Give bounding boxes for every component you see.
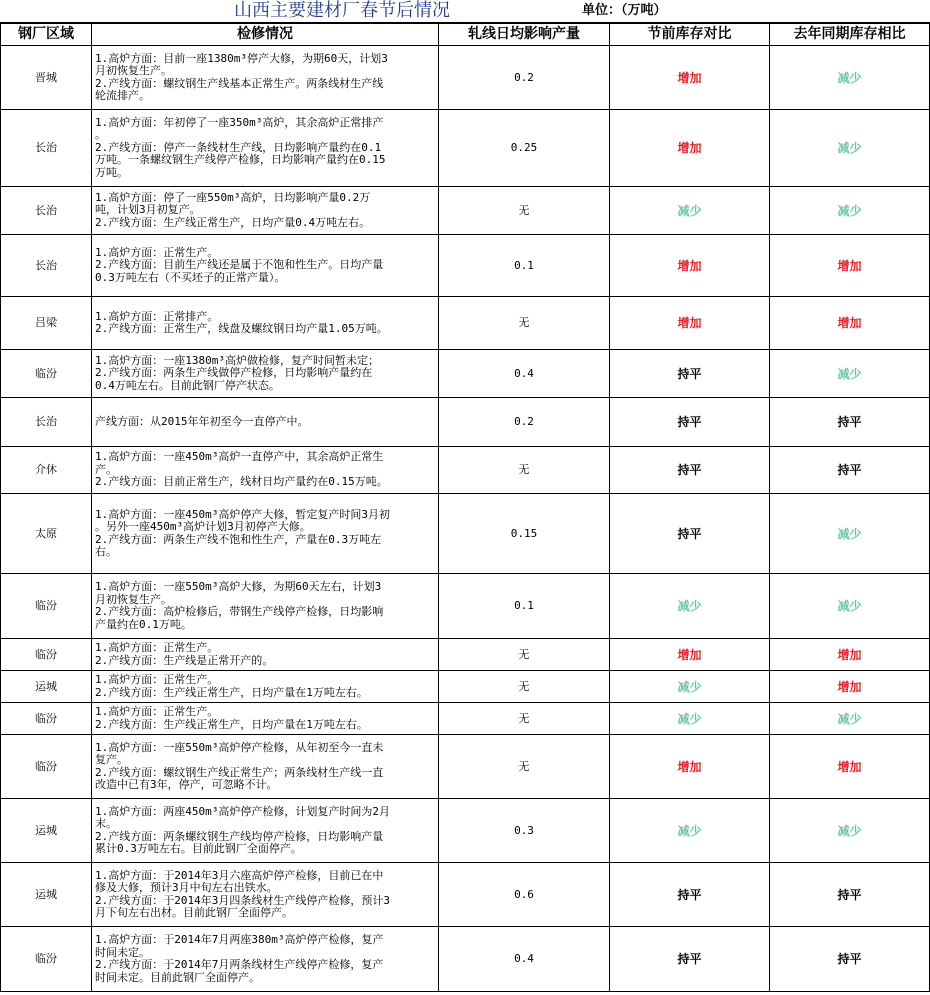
cell-impact[interactable]: 无 <box>439 447 610 494</box>
cell-impact[interactable]: 0.3 <box>439 799 610 863</box>
cell-region[interactable]: 运城 <box>1 799 92 863</box>
table-row <box>1 574 930 639</box>
maintenance-line: 右。 <box>95 545 117 558</box>
cell-yoy[interactable]: 减少 <box>770 46 930 110</box>
maintenance-line: 月下旬左右出材。目前此钢厂全面停产。 <box>95 906 293 919</box>
header-region[interactable]: 钢厂区域 <box>1 24 92 46</box>
cell-yoy[interactable]: 持平 <box>770 447 930 494</box>
cell-pre-holiday[interactable]: 增加 <box>610 235 770 297</box>
cell-maintenance[interactable] <box>92 863 439 927</box>
maintenance-line: 1.高炉方面：正常生产。 <box>95 673 219 686</box>
cell-yoy[interactable]: 增加 <box>770 235 930 297</box>
cell-pre-holiday[interactable]: 持平 <box>610 863 770 927</box>
cell-region[interactable]: 临汾 <box>1 735 92 799</box>
unit-label: 单位：（万吨） <box>582 3 667 18</box>
cell-maintenance[interactable] <box>92 398 439 447</box>
table-row <box>1 297 930 350</box>
table-row <box>1 671 930 703</box>
maintenance-line: 1.高炉方面：停了一座550m³高炉，日均影响产量0.2万 <box>95 190 371 204</box>
cell-yoy[interactable]: 增加 <box>770 671 930 703</box>
maintenance-line: 1.高炉方面：年初停了一座350m³高炉，其余高炉正常排产 <box>95 115 384 129</box>
maintenance-line: 2.产线方面：目前正常生产，线材日均产量约在0.15万吨。 <box>95 475 388 489</box>
maintenance-line: 累计0.3万吨左右。目前此钢厂全面停产。 <box>95 842 302 855</box>
cell-region[interactable]: 临汾 <box>1 350 92 398</box>
maintenance-line: 产量约在0.1万吨。 <box>95 617 192 631</box>
cell-region[interactable]: 临汾 <box>1 639 92 671</box>
maintenance-line: 月初恢复生产。 <box>95 592 172 606</box>
table-row <box>1 703 930 735</box>
cell-impact[interactable]: 0.6 <box>439 863 610 927</box>
cell-impact[interactable]: 无 <box>439 671 610 703</box>
maintenance-line: 1.高炉方面：目前一座1380m³停产大修，为期60天，计划3 <box>95 51 388 65</box>
cell-yoy[interactable]: 减少 <box>770 703 930 735</box>
maintenance-line: 2.产线方面：生产线正常生产，日均产量在1万吨左右。 <box>95 685 368 699</box>
maintenance-line: 2.产线方面：生产线正常生产，日均产量在1万吨左右。 <box>95 717 368 731</box>
maintenance-line: 1.高炉方面：一座450m³高炉停产大修，暂定复产时间3月初 <box>95 507 390 521</box>
cell-maintenance[interactable] <box>92 703 439 735</box>
cell-yoy[interactable]: 持平 <box>770 863 930 927</box>
cell-yoy[interactable]: 减少 <box>770 187 930 235</box>
cell-impact[interactable]: 无 <box>439 297 610 350</box>
cell-yoy[interactable]: 增加 <box>770 297 930 350</box>
maintenance-line: 2.产线方面：停产一条线材生产线，日均影响产量约在0.1 <box>95 140 382 154</box>
cell-pre-holiday[interactable]: 减少 <box>610 187 770 235</box>
cell-maintenance[interactable] <box>92 350 439 398</box>
cell-impact[interactable]: 无 <box>439 639 610 671</box>
maintenance-line: 时间未定。目前此钢厂全面停产。 <box>95 970 260 984</box>
cell-yoy[interactable]: 增加 <box>770 639 930 671</box>
maintenance-line: 1.高炉方面：正常排产。 <box>95 309 219 323</box>
table-row <box>1 799 930 863</box>
cell-region[interactable]: 吕梁 <box>1 297 92 350</box>
maintenance-line: 1.高炉方面：正常生产。 <box>95 641 219 654</box>
title-row <box>0 0 930 23</box>
cell-impact[interactable]: 0.1 <box>439 574 610 639</box>
maintenance-line: 2.产线方面：正常生产，线盘及螺纹钢日均产量1.05万吨。 <box>95 322 388 335</box>
maintenance-line: 2.产线方面：生产线是正常开产的。 <box>95 653 274 667</box>
cell-impact[interactable]: 0.15 <box>439 494 610 574</box>
cell-impact[interactable]: 0.4 <box>439 350 610 398</box>
cell-region[interactable]: 介休 <box>1 447 92 494</box>
cell-pre-holiday[interactable]: 减少 <box>610 799 770 863</box>
maintenance-line: 2.产线方面：两条生产线做停产检修，日均影响产量约在 <box>95 366 373 380</box>
maintenance-line: 1.高炉方面：一座550m³高炉停产检修，从年初至今一直未 <box>95 740 384 754</box>
maintenance-line: 1.高炉方面：于2014年3月六座高炉停产检修，目前已在中 <box>95 868 384 882</box>
maintenance-line: 改造中已有3年，停产，可忽略不计。 <box>95 778 278 791</box>
table-body <box>1 46 930 992</box>
cell-pre-holiday[interactable]: 增加 <box>610 639 770 671</box>
maintenance-line: 0.4万吨左右。目前此钢厂停产状态。 <box>95 378 280 392</box>
header-maintenance[interactable]: 检修情况 <box>92 24 439 46</box>
maintenance-line: 吨，计划3月初复产。 <box>95 203 201 217</box>
header-pre-holiday[interactable]: 节前库存对比 <box>610 24 770 46</box>
cell-pre-holiday[interactable]: 持平 <box>610 447 770 494</box>
maintenance-line: 万吨。一条螺纹钢生产线停产检修，日均影响产量约在0.15 <box>95 153 386 167</box>
cell-pre-holiday[interactable]: 持平 <box>610 350 770 398</box>
header-row <box>1 24 930 46</box>
cell-region[interactable]: 运城 <box>1 671 92 703</box>
maintenance-line: 2.产线方面：螺纹钢生产线正常生产；两条线材生产线一直 <box>95 765 384 779</box>
cell-impact[interactable]: 0.1 <box>439 235 610 297</box>
maintenance-line: 。 <box>95 128 106 142</box>
table-row <box>1 350 930 398</box>
cell-impact[interactable]: 无 <box>439 703 610 735</box>
table-row <box>1 447 930 494</box>
cell-yoy[interactable]: 持平 <box>770 398 930 447</box>
maintenance-line: 月初恢复生产。 <box>95 64 172 77</box>
cell-region[interactable]: 临汾 <box>1 703 92 735</box>
maintenance-line: 复产。 <box>95 753 128 766</box>
table-row <box>1 398 930 447</box>
table-row <box>1 927 930 992</box>
cell-maintenance[interactable] <box>92 110 439 187</box>
cell-maintenance[interactable] <box>92 297 439 350</box>
cell-maintenance[interactable] <box>92 447 439 494</box>
cell-yoy[interactable]: 减少 <box>770 350 930 398</box>
sheet-title: 山西主要建材厂春节后情况 <box>234 0 450 21</box>
maintenance-line: 1.高炉方面：正常生产。 <box>95 705 219 718</box>
cell-impact[interactable]: 0.25 <box>439 110 610 187</box>
table-row <box>1 187 930 235</box>
cell-maintenance[interactable] <box>92 494 439 574</box>
table-row <box>1 735 930 799</box>
maintenance-line: 末。 <box>95 817 117 830</box>
cell-maintenance[interactable] <box>92 671 439 703</box>
maintenance-line: 2.产线方面：生产线正常生产，日均产量0.4万吨左右。 <box>95 215 371 229</box>
cell-pre-holiday[interactable]: 减少 <box>610 703 770 735</box>
cell-yoy[interactable]: 减少 <box>770 574 930 639</box>
maintenance-line: 轮流排产。 <box>95 89 150 102</box>
maintenance-line: 1.高炉方面：一座550m³高炉大修，为期60天左右，计划3 <box>95 580 382 593</box>
cell-region[interactable]: 长治 <box>1 187 92 235</box>
cell-pre-holiday[interactable]: 持平 <box>610 927 770 992</box>
cell-pre-holiday[interactable]: 减少 <box>610 671 770 703</box>
cell-maintenance[interactable] <box>92 735 439 799</box>
maintenance-line: 。另外一座450m³高炉计划3月初停产大修。 <box>95 520 311 533</box>
table-row <box>1 235 930 297</box>
table-row <box>1 46 930 110</box>
cell-pre-holiday[interactable]: 增加 <box>610 735 770 799</box>
cell-pre-holiday[interactable]: 增加 <box>610 297 770 350</box>
maintenance-line: 1.高炉方面：一座1380m³高炉做检修，复产时间暂未定； <box>95 353 379 367</box>
maintenance-line: 时间未定。 <box>95 945 150 959</box>
maintenance-line: 产。 <box>95 462 117 476</box>
maintenance-line: 1.高炉方面：于2014年7月两座380m³高炉停产检修，复产 <box>95 933 384 946</box>
maintenance-line: 2.产线方面：螺纹钢生产线基本正常生产。两条线材生产线 <box>95 76 384 90</box>
table-row <box>1 639 930 671</box>
cell-pre-holiday[interactable]: 增加 <box>610 110 770 187</box>
maintenance-line: 产线方面：从2015年年初至今一直停产中。 <box>95 414 309 428</box>
table-row <box>1 863 930 927</box>
data-table <box>0 23 930 992</box>
maintenance-line: 1.高炉方面：两座450m³高炉停产检修，计划复产时间为2月 <box>95 804 390 818</box>
cell-maintenance[interactable] <box>92 639 439 671</box>
table-row <box>1 494 930 574</box>
maintenance-line: 0.3万吨左右（不买坯子的正常产量）。 <box>95 270 286 284</box>
table-row <box>1 110 930 187</box>
cell-impact[interactable]: 0.2 <box>439 398 610 447</box>
header-yoy[interactable]: 去年同期库存相比 <box>770 24 930 46</box>
cell-pre-holiday[interactable]: 减少 <box>610 574 770 639</box>
cell-impact[interactable]: 0.2 <box>439 46 610 110</box>
maintenance-line: 2.产线方面：两条生产线不饱和性生产，产量在0.3万吨左 <box>95 532 382 546</box>
maintenance-line: 2.产线方面：高炉检修后，带钢生产线停产检修，日均影响 <box>95 605 384 618</box>
cell-yoy[interactable]: 减少 <box>770 110 930 187</box>
cell-yoy[interactable]: 持平 <box>770 927 930 992</box>
cell-region[interactable]: 临汾 <box>1 927 92 992</box>
maintenance-line: 2.产线方面：目前生产线还是属于不饱和性生产。日均产量 <box>95 258 384 272</box>
cell-yoy[interactable]: 减少 <box>770 494 930 574</box>
cell-maintenance[interactable] <box>92 46 439 110</box>
cell-maintenance[interactable] <box>92 927 439 992</box>
cell-region[interactable]: 长治 <box>1 398 92 447</box>
cell-region[interactable]: 运城 <box>1 863 92 927</box>
maintenance-line: 万吨。 <box>95 165 128 179</box>
cell-impact[interactable]: 无 <box>439 735 610 799</box>
maintenance-line: 1.高炉方面：正常生产。 <box>95 245 219 259</box>
cell-impact[interactable]: 0.4 <box>439 927 610 992</box>
cell-maintenance[interactable] <box>92 574 439 639</box>
maintenance-line: 1.高炉方面：一座450m³高炉一直停产中，其余高炉正常生 <box>95 450 384 464</box>
cell-maintenance[interactable] <box>92 187 439 235</box>
cell-yoy[interactable]: 增加 <box>770 735 930 799</box>
maintenance-line: 2.产线方面：于2014年7月两条线材生产线停产检修，复产 <box>95 958 384 971</box>
cell-pre-holiday[interactable]: 增加 <box>610 46 770 110</box>
cell-region[interactable]: 晋城 <box>1 46 92 110</box>
cell-region[interactable]: 太原 <box>1 494 92 574</box>
cell-region[interactable]: 长治 <box>1 110 92 187</box>
header-impact[interactable]: 轧线日均影响产量 <box>439 24 610 46</box>
cell-pre-holiday[interactable]: 持平 <box>610 494 770 574</box>
cell-maintenance[interactable] <box>92 235 439 297</box>
maintenance-line: 修及大修，预计3月中旬左右出铁水。 <box>95 881 278 894</box>
maintenance-line: 2.产线方面：两条螺纹钢生产线均停产检修，日均影响产量 <box>95 829 384 843</box>
cell-region[interactable]: 长治 <box>1 235 92 297</box>
cell-yoy[interactable]: 减少 <box>770 799 930 863</box>
cell-maintenance[interactable] <box>92 799 439 863</box>
cell-pre-holiday[interactable]: 持平 <box>610 398 770 447</box>
maintenance-line: 2.产线方面：于2014年3月四条线材生产线停产检修，预计3 <box>95 893 390 907</box>
cell-region[interactable]: 临汾 <box>1 574 92 639</box>
cell-impact[interactable]: 无 <box>439 187 610 235</box>
